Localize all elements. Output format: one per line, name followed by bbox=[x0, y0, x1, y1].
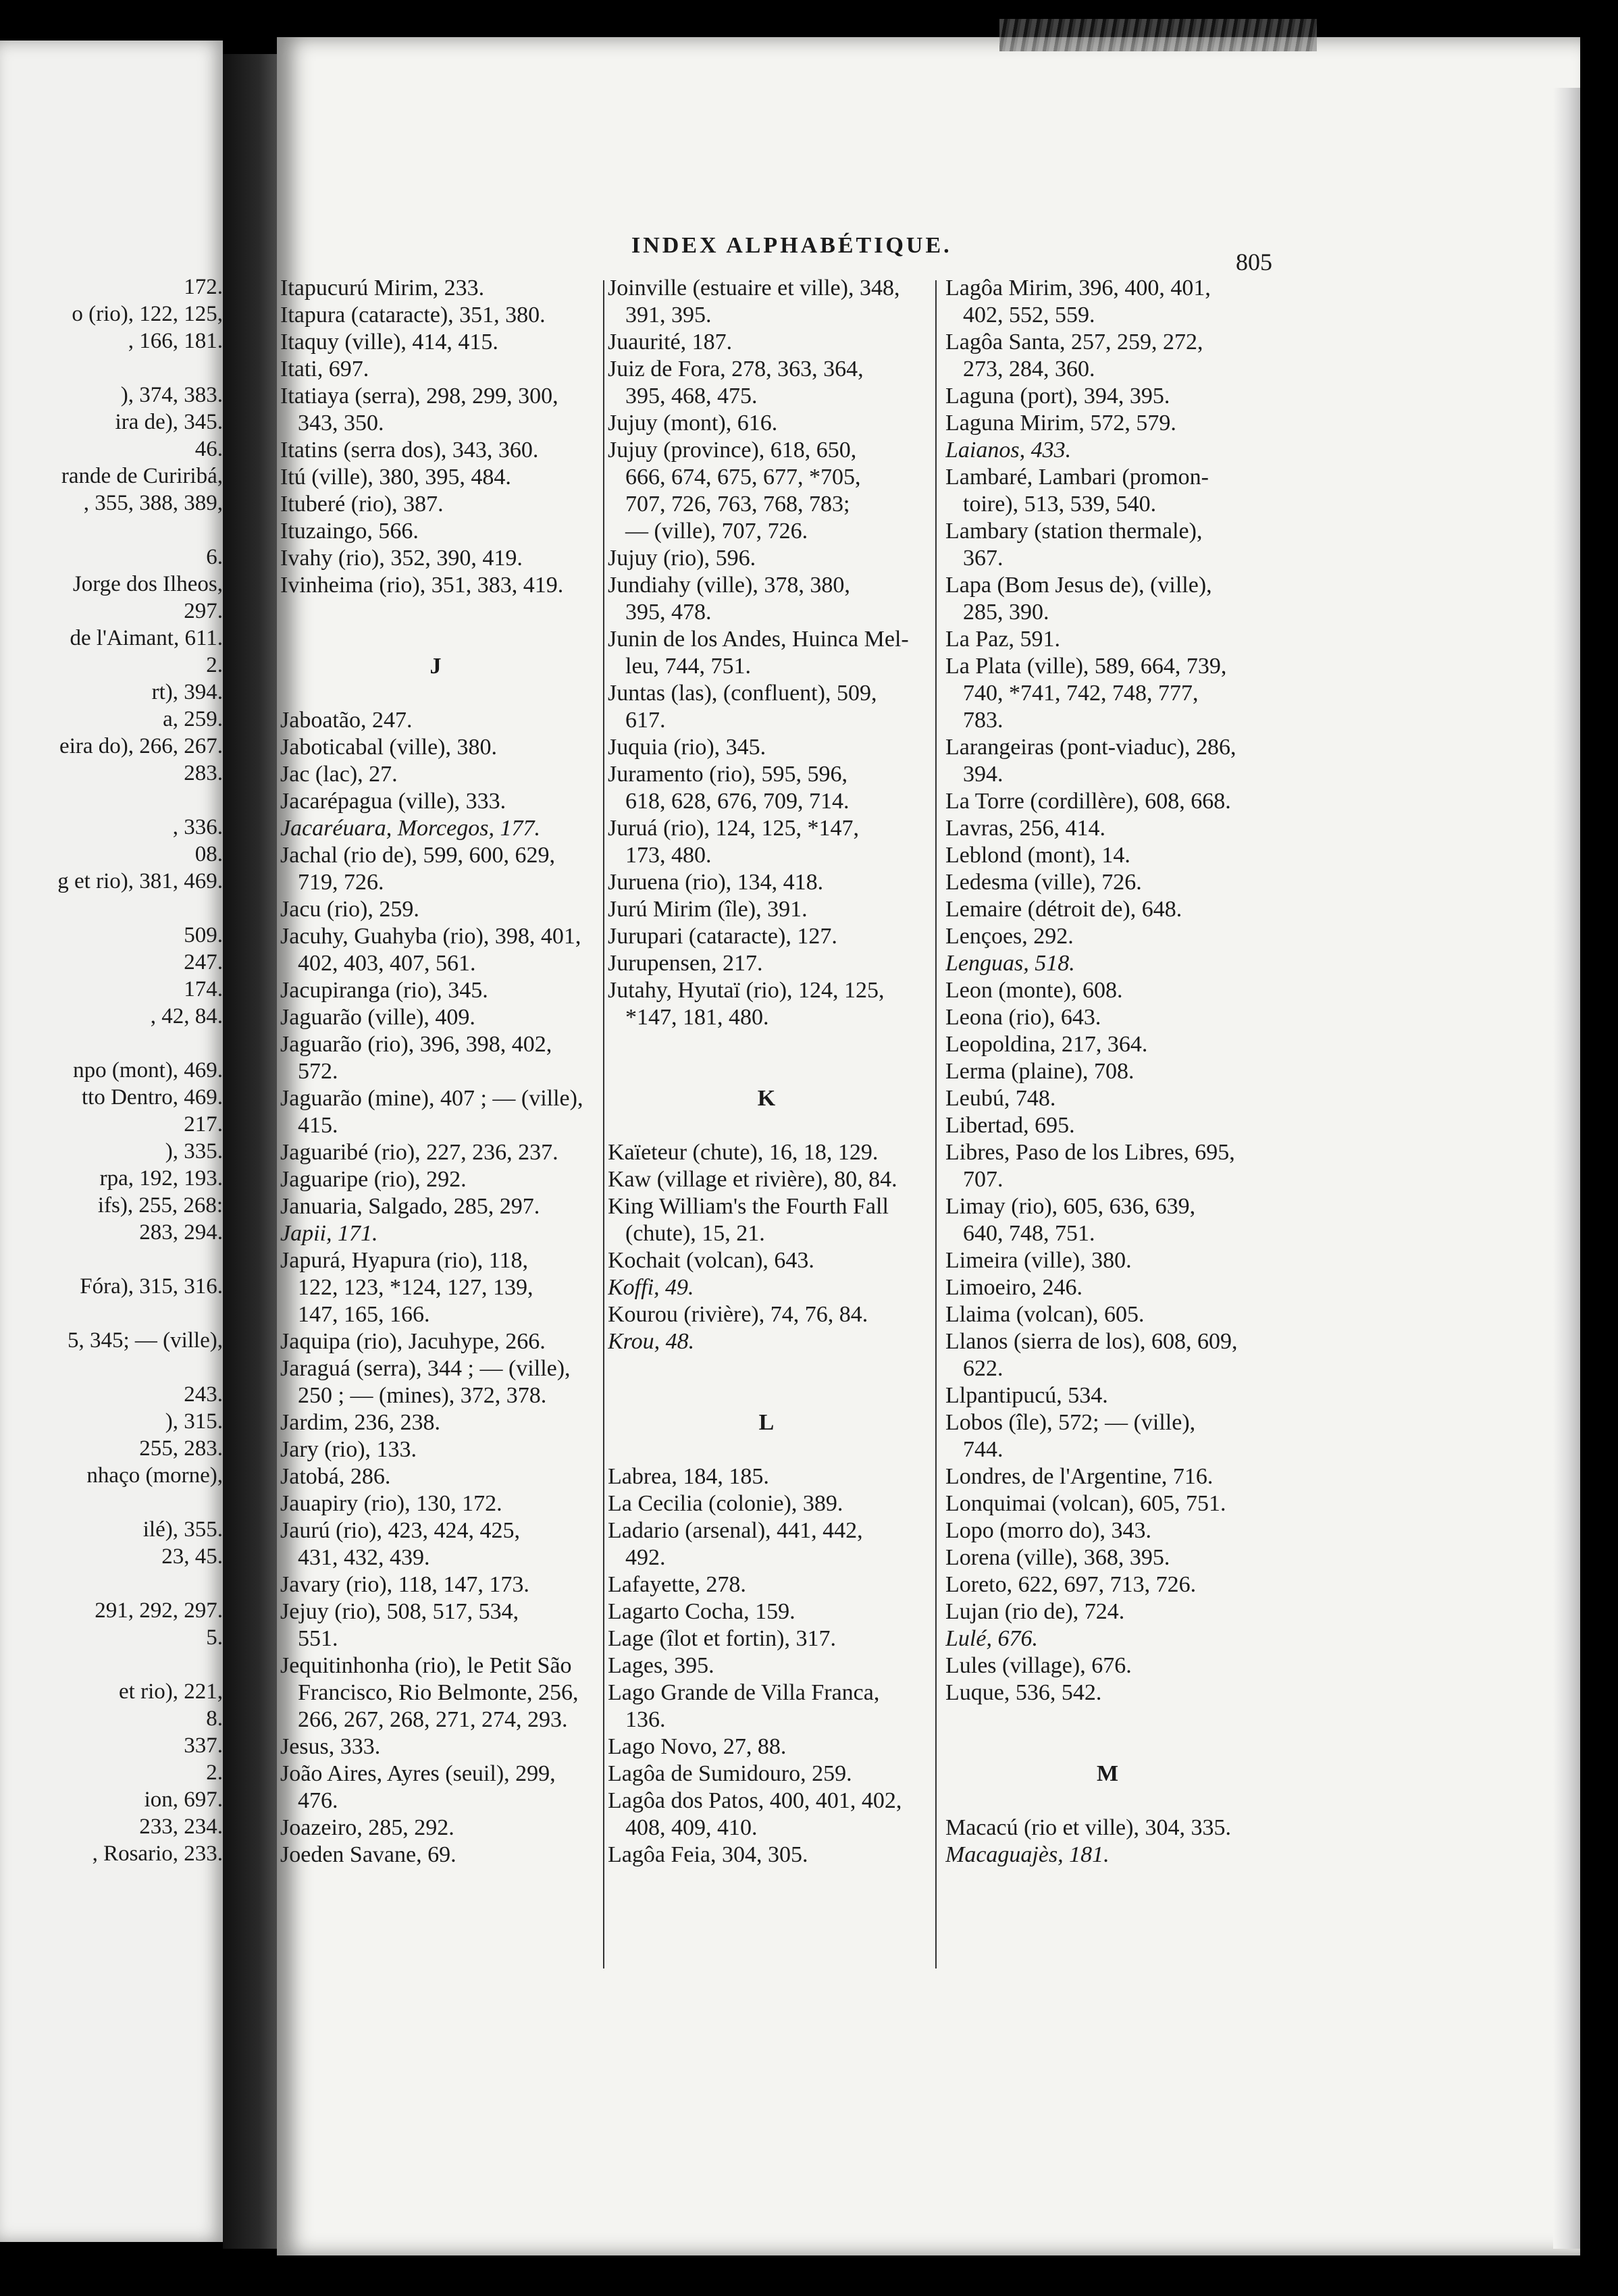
index-entry-continuation: 136. bbox=[625, 1707, 666, 1732]
index-entry: Jacarépagua (ville), 333. bbox=[280, 789, 506, 814]
index-entry-continuation: 250 ; — (mines), 372, 378. bbox=[298, 1383, 547, 1408]
index-entry: Laguna Mirim, 572, 579. bbox=[945, 411, 1176, 436]
index-entry: Jauapiry (rio), 130, 172. bbox=[280, 1491, 502, 1516]
fragment-line: ), 374, 383. bbox=[120, 383, 223, 407]
index-entry-continuation: 395, 478. bbox=[625, 600, 712, 625]
fragment-line bbox=[0, 1354, 223, 1381]
index-entry: Lapa (Bom Jesus de), (ville), bbox=[945, 573, 1212, 598]
index-entry: Jaguarão (ville), 409. bbox=[280, 1005, 475, 1030]
index-entry: Luque, 536, 542. bbox=[945, 1680, 1102, 1705]
index-entry: Jaboticabal (ville), 380. bbox=[280, 735, 498, 760]
index-entry-continuation: 402, 552, 559. bbox=[963, 303, 1095, 328]
index-entry-continuation: 285, 390. bbox=[963, 600, 1049, 625]
index-entry: Jatobá, 286. bbox=[280, 1464, 391, 1489]
fragment-line: , 166, 181. bbox=[128, 329, 223, 353]
index-entry-continuation: 640, 748, 751. bbox=[963, 1221, 1095, 1246]
previous-page bbox=[0, 41, 223, 2242]
index-entry-continuation: 408, 409, 410. bbox=[625, 1815, 758, 1840]
index-entry: Limeira (ville), 380. bbox=[945, 1248, 1132, 1273]
index-entry: Lages, 395. bbox=[608, 1653, 714, 1678]
index-entry-continuation: 744. bbox=[963, 1437, 1003, 1462]
index-entry: Lagôa Feia, 304, 305. bbox=[608, 1842, 808, 1867]
index-entry: La Torre (cordillère), 608, 668. bbox=[945, 789, 1231, 814]
index-entry: Limoeiro, 246. bbox=[945, 1275, 1083, 1300]
fragment-line: 291, 292, 297. bbox=[95, 1598, 223, 1623]
index-entry: La Plata (ville), 589, 664, 739, bbox=[945, 654, 1227, 679]
fragment-line: , 42, 84. bbox=[150, 1004, 223, 1028]
index-entry: Javary (rio), 118, 147, 173. bbox=[280, 1572, 529, 1597]
index-entry: Londres, de l'Argentine, 716. bbox=[945, 1464, 1214, 1489]
index-entry: Lagôa Santa, 257, 259, 272, bbox=[945, 330, 1203, 355]
fragment-line: 08. bbox=[194, 842, 223, 866]
index-entry: Junin de los Andes, Huinca Mel- bbox=[608, 627, 909, 652]
index-entry-continuation: 740, *741, 742, 748, 777, bbox=[963, 681, 1199, 706]
fragment-line: de l'Aimant, 611. bbox=[70, 626, 223, 650]
index-entry: Labrea, 184, 185. bbox=[608, 1464, 769, 1489]
blank-line bbox=[608, 1355, 925, 1382]
previous-page-fragments bbox=[0, 273, 223, 1867]
index-entry: Ivinheima (rio), 351, 383, 419. bbox=[280, 573, 564, 598]
fragment-line: a, 259. bbox=[163, 707, 223, 731]
index-entry-continuation: 551. bbox=[298, 1626, 338, 1651]
index-entry: Kochait (volcan), 643. bbox=[608, 1248, 814, 1273]
index-entry: Kourou (rivière), 74, 76, 84. bbox=[608, 1302, 868, 1327]
fragment-line: 217. bbox=[184, 1112, 223, 1137]
blank-line bbox=[945, 1733, 1270, 1760]
fragment-line: rpa, 192, 193. bbox=[99, 1166, 223, 1191]
index-entry: Lambaré, Lambari (promon- bbox=[945, 465, 1209, 490]
fragment-line: Jorge dos Ilheos, bbox=[72, 572, 223, 596]
index-entry: Lonquimai (volcan), 605, 751. bbox=[945, 1491, 1226, 1516]
index-entry: Lenguas, 518. bbox=[945, 951, 1075, 976]
fragment-line: 8. bbox=[206, 1706, 223, 1731]
index-entry: Lujan (rio de), 724. bbox=[945, 1599, 1125, 1624]
index-entry: Jac (lac), 27. bbox=[280, 762, 398, 787]
index-entry: Jaraguá (serra), 344 ; — (ville), bbox=[280, 1356, 571, 1381]
index-entry: Jundiahy (ville), 378, 380, bbox=[608, 573, 850, 598]
index-entry: Juramento (rio), 595, 596, bbox=[608, 762, 848, 787]
fragment-line: 233, 234. bbox=[139, 1815, 223, 1839]
scan-damage bbox=[999, 19, 1317, 51]
index-entry: La Cecilia (colonie), 389. bbox=[608, 1491, 843, 1516]
blank-line bbox=[945, 1788, 1270, 1815]
index-entry: Jutahy, Hyutaï (rio), 124, 125, bbox=[608, 978, 885, 1003]
index-entry: Itati, 697. bbox=[280, 357, 369, 382]
fragment-line: ), 335. bbox=[165, 1139, 223, 1164]
fragment-line: 2. bbox=[206, 1760, 223, 1785]
index-entry: Lopo (morro do), 343. bbox=[945, 1518, 1152, 1543]
index-entry: Llaima (volcan), 605. bbox=[945, 1302, 1145, 1327]
index-entry: Jujuy (mont), 616. bbox=[608, 411, 778, 436]
index-entry: Itú (ville), 380, 395, 484. bbox=[280, 465, 511, 490]
index-entry: Laguna (port), 394, 395. bbox=[945, 384, 1170, 409]
index-entry: Jaurú (rio), 423, 424, 425, bbox=[280, 1518, 521, 1543]
index-entry: Ledesma (ville), 726. bbox=[945, 870, 1142, 895]
index-entry-continuation: 783. bbox=[963, 708, 1003, 733]
index-entry: Jachal (rio de), 599, 600, 629, bbox=[280, 843, 555, 868]
index-entry-continuation: 431, 432, 439. bbox=[298, 1545, 430, 1570]
book-gutter bbox=[223, 54, 284, 2249]
index-entry: Macaguajès, 181. bbox=[945, 1842, 1110, 1867]
index-entry: Loreto, 622, 697, 713, 726. bbox=[945, 1572, 1197, 1597]
index-entry-continuation: 173, 480. bbox=[625, 843, 712, 868]
index-entry: Lençoes, 292. bbox=[945, 924, 1074, 949]
blank-line bbox=[280, 599, 591, 626]
index-entry-continuation: leu, 744, 751. bbox=[625, 654, 752, 679]
fragment-line: Fóra), 315, 316. bbox=[80, 1274, 223, 1299]
fragment-line: ion, 697. bbox=[144, 1788, 223, 1812]
index-entry-continuation: 391, 395. bbox=[625, 303, 712, 328]
fragment-line bbox=[0, 355, 223, 382]
column-rule-2 bbox=[935, 280, 937, 1968]
index-entry: Lobos (île), 572; — (ville), bbox=[945, 1410, 1196, 1435]
index-entry: Jurupari (cataracte), 127. bbox=[608, 924, 837, 949]
index-entry-continuation: 395, 468, 475. bbox=[625, 384, 758, 409]
page-number: 805 bbox=[1236, 249, 1272, 276]
index-entry-continuation: 666, 674, 675, 677, *705, bbox=[625, 465, 861, 490]
index-entry: João Aires, Ayres (seuil), 299, bbox=[280, 1761, 556, 1786]
index-entry: Kaw (village et rivière), 80, 84. bbox=[608, 1167, 897, 1192]
index-entry: Leon (monte), 608. bbox=[945, 978, 1123, 1003]
blank-line bbox=[945, 1706, 1270, 1733]
index-entry: Jejuy (rio), 508, 517, 534, bbox=[280, 1599, 519, 1624]
index-entry-continuation: 707, 726, 763, 768, 783; bbox=[625, 492, 850, 517]
index-entry-continuation: 572. bbox=[298, 1059, 338, 1084]
page-header-title: INDEX ALPHABÉTIQUE. bbox=[631, 233, 952, 258]
index-entry-continuation: — (ville), 707, 726. bbox=[625, 519, 808, 544]
index-column-1 bbox=[280, 275, 591, 1869]
column-rule-1 bbox=[603, 280, 604, 1968]
index-entry: Ituberé (rio), 387. bbox=[280, 492, 444, 517]
fragment-line: 255, 283. bbox=[139, 1436, 223, 1461]
index-entry-continuation: 147, 165, 166. bbox=[298, 1302, 430, 1327]
index-entry: Lemaire (détroit de), 648. bbox=[945, 897, 1182, 922]
fragment-line: , 355, 388, 389, bbox=[83, 491, 223, 515]
index-entry-continuation: 122, 123, *124, 127, 139, bbox=[298, 1275, 533, 1300]
index-entry: Larangeiras (pont-viaduc), 286, bbox=[945, 735, 1236, 760]
fragment-line: g et rio), 381, 469. bbox=[57, 869, 223, 893]
index-entry: Jujuy (province), 618, 650, bbox=[608, 438, 857, 463]
index-entry: Jaguarão (rio), 396, 398, 402, bbox=[280, 1032, 552, 1057]
index-entry: Jaguaribé (rio), 227, 236, 237. bbox=[280, 1140, 558, 1165]
index-entry-continuation: 492. bbox=[625, 1545, 666, 1570]
index-entry: Llanos (sierra de los), 608, 609, bbox=[945, 1329, 1238, 1354]
fragment-line: 6. bbox=[206, 545, 223, 569]
index-entry: Lagôa dos Patos, 400, 401, 402, bbox=[608, 1788, 902, 1813]
index-entry: Ituzaingo, 566. bbox=[280, 519, 419, 544]
fragment-line: ira de), 345. bbox=[115, 410, 223, 434]
fragment-line bbox=[0, 517, 223, 544]
fragment-line bbox=[0, 1651, 223, 1678]
index-entry: Jacaréuara, Morcegos, 177. bbox=[280, 816, 540, 841]
index-entry: Itatins (serra dos), 343, 360. bbox=[280, 438, 539, 463]
fragment-line bbox=[0, 895, 223, 922]
fragment-line: tto Dentro, 469. bbox=[82, 1085, 223, 1110]
index-entry: Itapura (cataracte), 351, 380. bbox=[280, 303, 546, 328]
fragment-line: o (rio), 122, 125, bbox=[72, 302, 223, 326]
index-entry: Japurá, Hyapura (rio), 118, bbox=[280, 1248, 528, 1273]
index-entry: La Paz, 591. bbox=[945, 627, 1060, 652]
section-letter: L bbox=[758, 1410, 775, 1435]
index-entry: Joeden Savane, 69. bbox=[280, 1842, 456, 1867]
index-entry: Kaïeteur (chute), 16, 18, 129. bbox=[608, 1140, 879, 1165]
index-entry: Lago Grande de Villa Franca, bbox=[608, 1680, 880, 1705]
fragment-line: 337. bbox=[184, 1733, 223, 1758]
section-letter: J bbox=[429, 654, 442, 679]
index-entry: Itapucurú Mirim, 233. bbox=[280, 276, 485, 301]
index-column-2 bbox=[608, 275, 925, 1869]
index-entry: Lerma (plaine), 708. bbox=[945, 1059, 1134, 1084]
index-entry: Leblond (mont), 14. bbox=[945, 843, 1130, 868]
fragment-line: et rio), 221, bbox=[119, 1679, 223, 1704]
fragment-line: rt), 394. bbox=[151, 680, 223, 704]
section-letter: M bbox=[1096, 1761, 1119, 1786]
fragment-line: nhaço (morne), bbox=[86, 1463, 223, 1488]
index-entry: Juquia (rio), 345. bbox=[608, 735, 766, 760]
blank-line bbox=[608, 1058, 925, 1085]
index-entry: King William's the Fourth Fall bbox=[608, 1194, 889, 1219]
fragment-line: 172. bbox=[184, 275, 223, 299]
index-entry: Lambary (station thermale), bbox=[945, 519, 1203, 544]
index-entry: Lulé, 676. bbox=[945, 1626, 1038, 1651]
fragment-line: eira do), 266, 267. bbox=[59, 734, 223, 758]
fragment-line: 283. bbox=[184, 761, 223, 785]
index-entry: Lavras, 256, 414. bbox=[945, 816, 1106, 841]
fragment-line: rande de Curiribá, bbox=[61, 464, 223, 488]
index-entry-continuation: *147, 181, 480. bbox=[625, 1005, 769, 1030]
index-entry: Laianos, 433. bbox=[945, 438, 1072, 463]
index-entry-continuation: 707. bbox=[963, 1167, 1003, 1192]
index-entry: Jary (rio), 133. bbox=[280, 1437, 417, 1462]
index-entry-continuation: 617. bbox=[625, 708, 666, 733]
index-entry: Juruá (rio), 124, 125, *147, bbox=[608, 816, 860, 841]
index-entry-continuation: 402, 403, 407, 561. bbox=[298, 951, 476, 976]
fragment-line: ifs), 255, 268: bbox=[97, 1193, 223, 1218]
index-entry: Juntas (las), (confluent), 509, bbox=[608, 681, 877, 706]
fragment-line: 247. bbox=[184, 950, 223, 974]
fragment-line: ), 315. bbox=[165, 1409, 223, 1434]
fragment-line: 5, 345; — (ville), bbox=[67, 1328, 223, 1353]
index-entry: Jurupensen, 217. bbox=[608, 951, 763, 976]
fragment-line bbox=[0, 1570, 223, 1597]
index-entry: Jesus, 333. bbox=[280, 1734, 381, 1759]
fragment-line: , Rosario, 233. bbox=[92, 1842, 223, 1866]
index-entry: Lafayette, 278. bbox=[608, 1572, 746, 1597]
fragment-line bbox=[0, 1246, 223, 1273]
fragment-line: 509. bbox=[184, 923, 223, 947]
fragment-line bbox=[0, 787, 223, 814]
index-entry-continuation: 622. bbox=[963, 1356, 1003, 1381]
index-entry: Leopoldina, 217, 364. bbox=[945, 1032, 1148, 1057]
fragment-line: 46. bbox=[194, 437, 223, 461]
blank-line bbox=[608, 1382, 925, 1409]
index-entry: Libres, Paso de los Libres, 695, bbox=[945, 1140, 1235, 1165]
index-entry: Juruena (rio), 134, 418. bbox=[608, 870, 824, 895]
index-entry: Jacu (rio), 259. bbox=[280, 897, 419, 922]
index-entry-continuation: 394. bbox=[963, 762, 1003, 787]
index-entry: Ladario (arsenal), 441, 442, bbox=[608, 1518, 863, 1543]
index-entry: Krou, 48. bbox=[608, 1329, 695, 1354]
index-entry-continuation: 343, 350. bbox=[298, 411, 384, 436]
blank-line bbox=[608, 1112, 925, 1139]
index-entry: Leona (rio), 643. bbox=[945, 1005, 1101, 1030]
fragment-line: 23, 45. bbox=[161, 1544, 223, 1569]
fragment-line bbox=[0, 1300, 223, 1327]
index-entry: Jaquipa (rio), Jacuhype, 266. bbox=[280, 1329, 546, 1354]
index-entry: Lorena (ville), 368, 395. bbox=[945, 1545, 1170, 1570]
page-edge bbox=[1553, 88, 1580, 2249]
fragment-line: npo (mont), 469. bbox=[73, 1058, 223, 1082]
blank-line bbox=[280, 680, 591, 707]
index-entry: Leubú, 748. bbox=[945, 1086, 1056, 1111]
blank-line bbox=[608, 1031, 925, 1058]
index-entry-continuation: toire), 513, 539, 540. bbox=[963, 492, 1157, 517]
index-entry: Itatiaya (serra), 298, 299, 300, bbox=[280, 384, 558, 409]
index-entry-continuation: (chute), 15, 21. bbox=[625, 1221, 765, 1246]
index-entry: Joinville (estuaire et ville), 348, bbox=[608, 276, 900, 301]
index-entry: Llpantipucú, 534. bbox=[945, 1383, 1108, 1408]
index-entry: Limay (rio), 605, 636, 639, bbox=[945, 1194, 1196, 1219]
fragment-line: 243. bbox=[184, 1382, 223, 1407]
index-entry: Juiz de Fora, 278, 363, 364, bbox=[608, 357, 864, 382]
index-entry: Lules (village), 676. bbox=[945, 1653, 1132, 1678]
index-entry: Jequitinhonha (rio), le Petit São bbox=[280, 1653, 572, 1678]
index-entry: Libertad, 695. bbox=[945, 1113, 1075, 1138]
index-entry: Joazeiro, 285, 292. bbox=[280, 1815, 454, 1840]
index-entry: Lago Novo, 27, 88. bbox=[608, 1734, 787, 1759]
index-entry: Jaboatão, 247. bbox=[280, 708, 413, 733]
fragment-line bbox=[0, 1489, 223, 1516]
fragment-line: 297. bbox=[184, 599, 223, 623]
index-entry: Ivahy (rio), 352, 390, 419. bbox=[280, 546, 523, 571]
index-entry: Itaquy (ville), 414, 415. bbox=[280, 330, 498, 355]
fragment-line: 5. bbox=[206, 1625, 223, 1650]
index-entry-continuation: 618, 628, 676, 709, 714. bbox=[625, 789, 850, 814]
index-entry: Jaguaripe (rio), 292. bbox=[280, 1167, 467, 1192]
index-entry: Jujuy (rio), 596. bbox=[608, 546, 756, 571]
index-entry-continuation: 273, 284, 360. bbox=[963, 357, 1095, 382]
fragment-line: 174. bbox=[184, 977, 223, 1001]
index-entry: Januaria, Salgado, 285, 297. bbox=[280, 1194, 540, 1219]
index-entry: Jacupiranga (rio), 345. bbox=[280, 978, 488, 1003]
index-entry: Lage (îlot et fortin), 317. bbox=[608, 1626, 837, 1651]
fragment-line: , 336. bbox=[172, 815, 223, 839]
index-entry: Japii, 171. bbox=[280, 1221, 378, 1246]
index-entry: Jurú Mirim (île), 391. bbox=[608, 897, 808, 922]
fragment-line: 2. bbox=[206, 653, 223, 677]
index-entry: Jardim, 236, 238. bbox=[280, 1410, 441, 1435]
index-entry: Macacú (rio et ville), 304, 335. bbox=[945, 1815, 1231, 1840]
index-entry: Koffi, 49. bbox=[608, 1275, 694, 1300]
index-entry-continuation: 719, 726. bbox=[298, 870, 384, 895]
index-entry: Jacuhy, Guahyba (rio), 398, 401, bbox=[280, 924, 581, 949]
index-entry-continuation: Francisco, Rio Belmonte, 256, bbox=[298, 1680, 579, 1705]
blank-line bbox=[280, 626, 591, 653]
index-entry-continuation: 367. bbox=[963, 546, 1003, 571]
index-column-3 bbox=[945, 275, 1270, 1869]
section-letter: K bbox=[757, 1086, 776, 1111]
index-entry-continuation: 266, 267, 268, 271, 274, 293. bbox=[298, 1707, 568, 1732]
index-entry: Lagôa de Sumidouro, 259. bbox=[608, 1761, 852, 1786]
fragment-line: ilé), 355. bbox=[142, 1517, 223, 1542]
fragment-line: 283, 294. bbox=[139, 1220, 223, 1245]
index-entry-continuation: 415. bbox=[298, 1113, 338, 1138]
index-entry-continuation: 476. bbox=[298, 1788, 338, 1813]
index-entry: Lagôa Mirim, 396, 400, 401, bbox=[945, 276, 1211, 301]
index-entry: Jaguarão (mine), 407 ; — (ville), bbox=[280, 1086, 583, 1111]
fragment-line bbox=[0, 1030, 223, 1057]
blank-line bbox=[608, 1436, 925, 1463]
index-entry: Juaurité, 187. bbox=[608, 330, 733, 355]
index-entry: Lagarto Cocha, 159. bbox=[608, 1599, 795, 1624]
